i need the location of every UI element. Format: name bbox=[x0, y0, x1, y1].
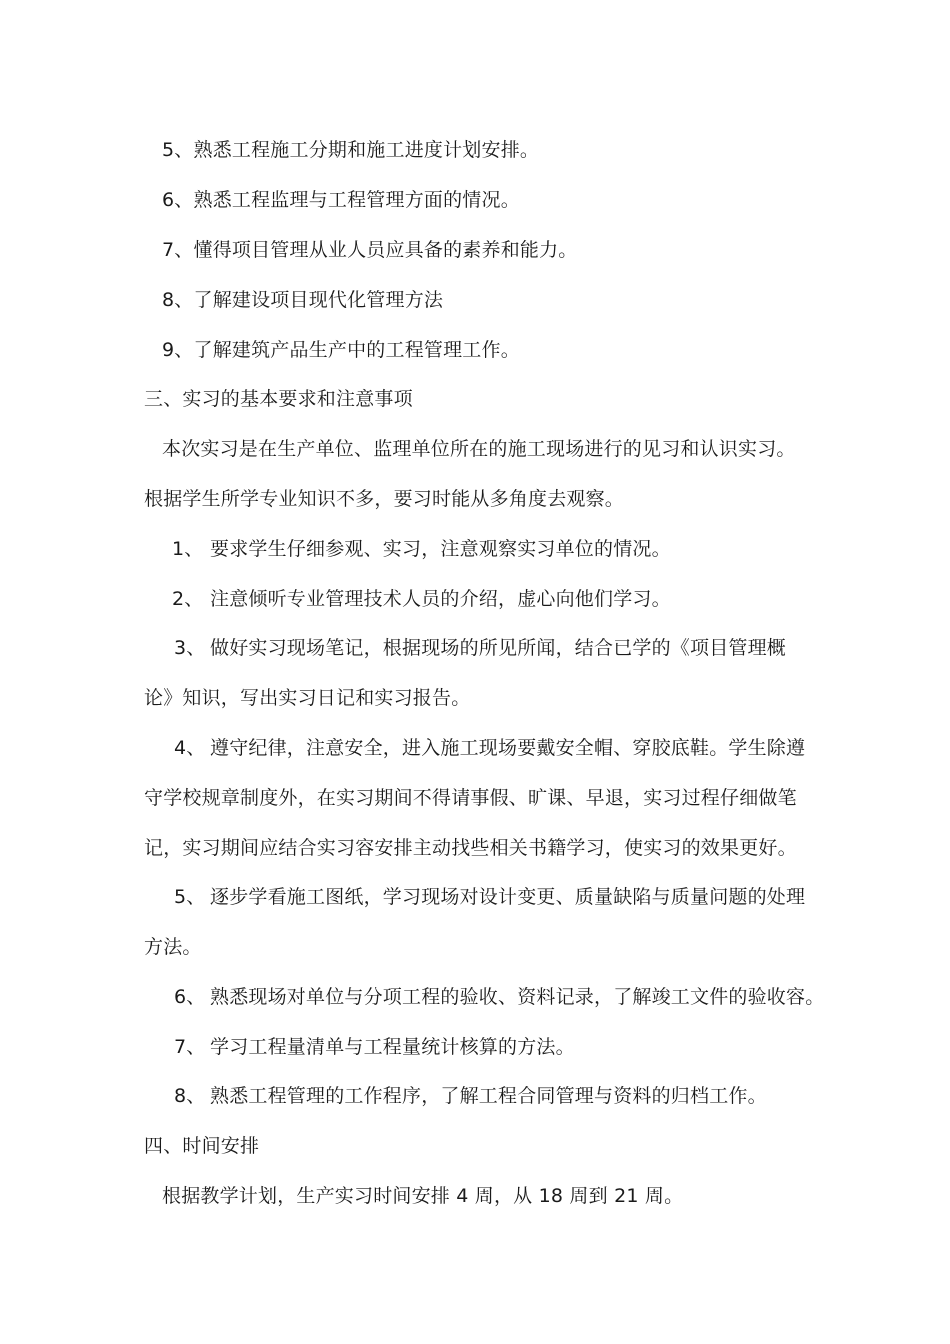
list-item: 7、懂得项目管理从业人员应具备的素养和能力。 bbox=[162, 239, 578, 261]
section-heading: 四、时间安排 bbox=[144, 1135, 260, 1157]
list-item-number: 2、 bbox=[172, 588, 204, 610]
list-item-text: 论》知识，写出实习日记和实习报告。 bbox=[144, 687, 471, 709]
list-item-text: 学习工程量清单与工程量统计核算的方法。 bbox=[210, 1036, 575, 1058]
section-heading: 三、实习的基本要求和注意事项 bbox=[144, 388, 413, 410]
list-item-text: 要求学生仔细参观、实习，注意观察实习单位的情况。 bbox=[210, 538, 671, 560]
list-item-number: 3、 bbox=[174, 637, 206, 659]
list-item: 6、熟悉工程监理与工程管理方面的情况。 bbox=[162, 189, 520, 211]
list-item-text: 方法。 bbox=[144, 936, 202, 958]
list-item-text: 注意倾听专业管理技术人员的介绍，虚心向他们学习。 bbox=[210, 588, 671, 610]
list-item-text: 遵守纪律，注意安全，进入施工现场要戴安全帽、穿胶底鞋。学生除遵 bbox=[210, 737, 806, 759]
list-item-number: 6、 bbox=[174, 986, 206, 1008]
list-item-number: 7、 bbox=[174, 1036, 206, 1058]
list-item-text: 逐步学看施工图纸，学习现场对设计变更、质量缺陷与质量问题的处理 bbox=[210, 886, 806, 908]
list-item: 9、了解建筑产品生产中的工程管理工作。 bbox=[162, 339, 520, 361]
list-item-number: 1、 bbox=[172, 538, 204, 560]
list-item-text: 记，实习期间应结合实习容安排主动找些相关书籍学习，使实习的效果更好。 bbox=[144, 837, 797, 859]
list-item-number: 8、 bbox=[174, 1085, 206, 1107]
paragraph-line: 根据教学计划，生产实习时间安排 4 周，从 18 周到 21 周。 bbox=[162, 1185, 684, 1207]
list-item: 8、了解建设项目现代化管理方法 bbox=[162, 289, 444, 311]
paragraph-line: 本次实习是在生产单位、监理单位所在的施工现场进行的见习和认识实习。 bbox=[162, 438, 796, 460]
list-item-number: 5、 bbox=[174, 886, 206, 908]
list-item-text: 熟悉工程管理的工作程序，了解工程合同管理与资料的归档工作。 bbox=[210, 1085, 767, 1107]
list-item: 5、熟悉工程施工分期和施工进度计划安排。 bbox=[162, 139, 540, 161]
list-item-text: 熟悉现场对单位与分项工程的验收、资料记录，了解竣工文件的验收容。 bbox=[210, 986, 825, 1008]
list-item-number: 4、 bbox=[174, 737, 206, 759]
paragraph-line: 根据学生所学专业知识不多，要习时能从多角度去观察。 bbox=[144, 488, 625, 510]
list-item-text: 做好实习现场笔记，根据现场的所见所闻，结合已学的《项目管理概 bbox=[210, 637, 787, 659]
list-item-text: 守学校规章制度外，在实习期间不得请事假、旷课、早退，实习过程仔细做笔 bbox=[144, 787, 797, 809]
